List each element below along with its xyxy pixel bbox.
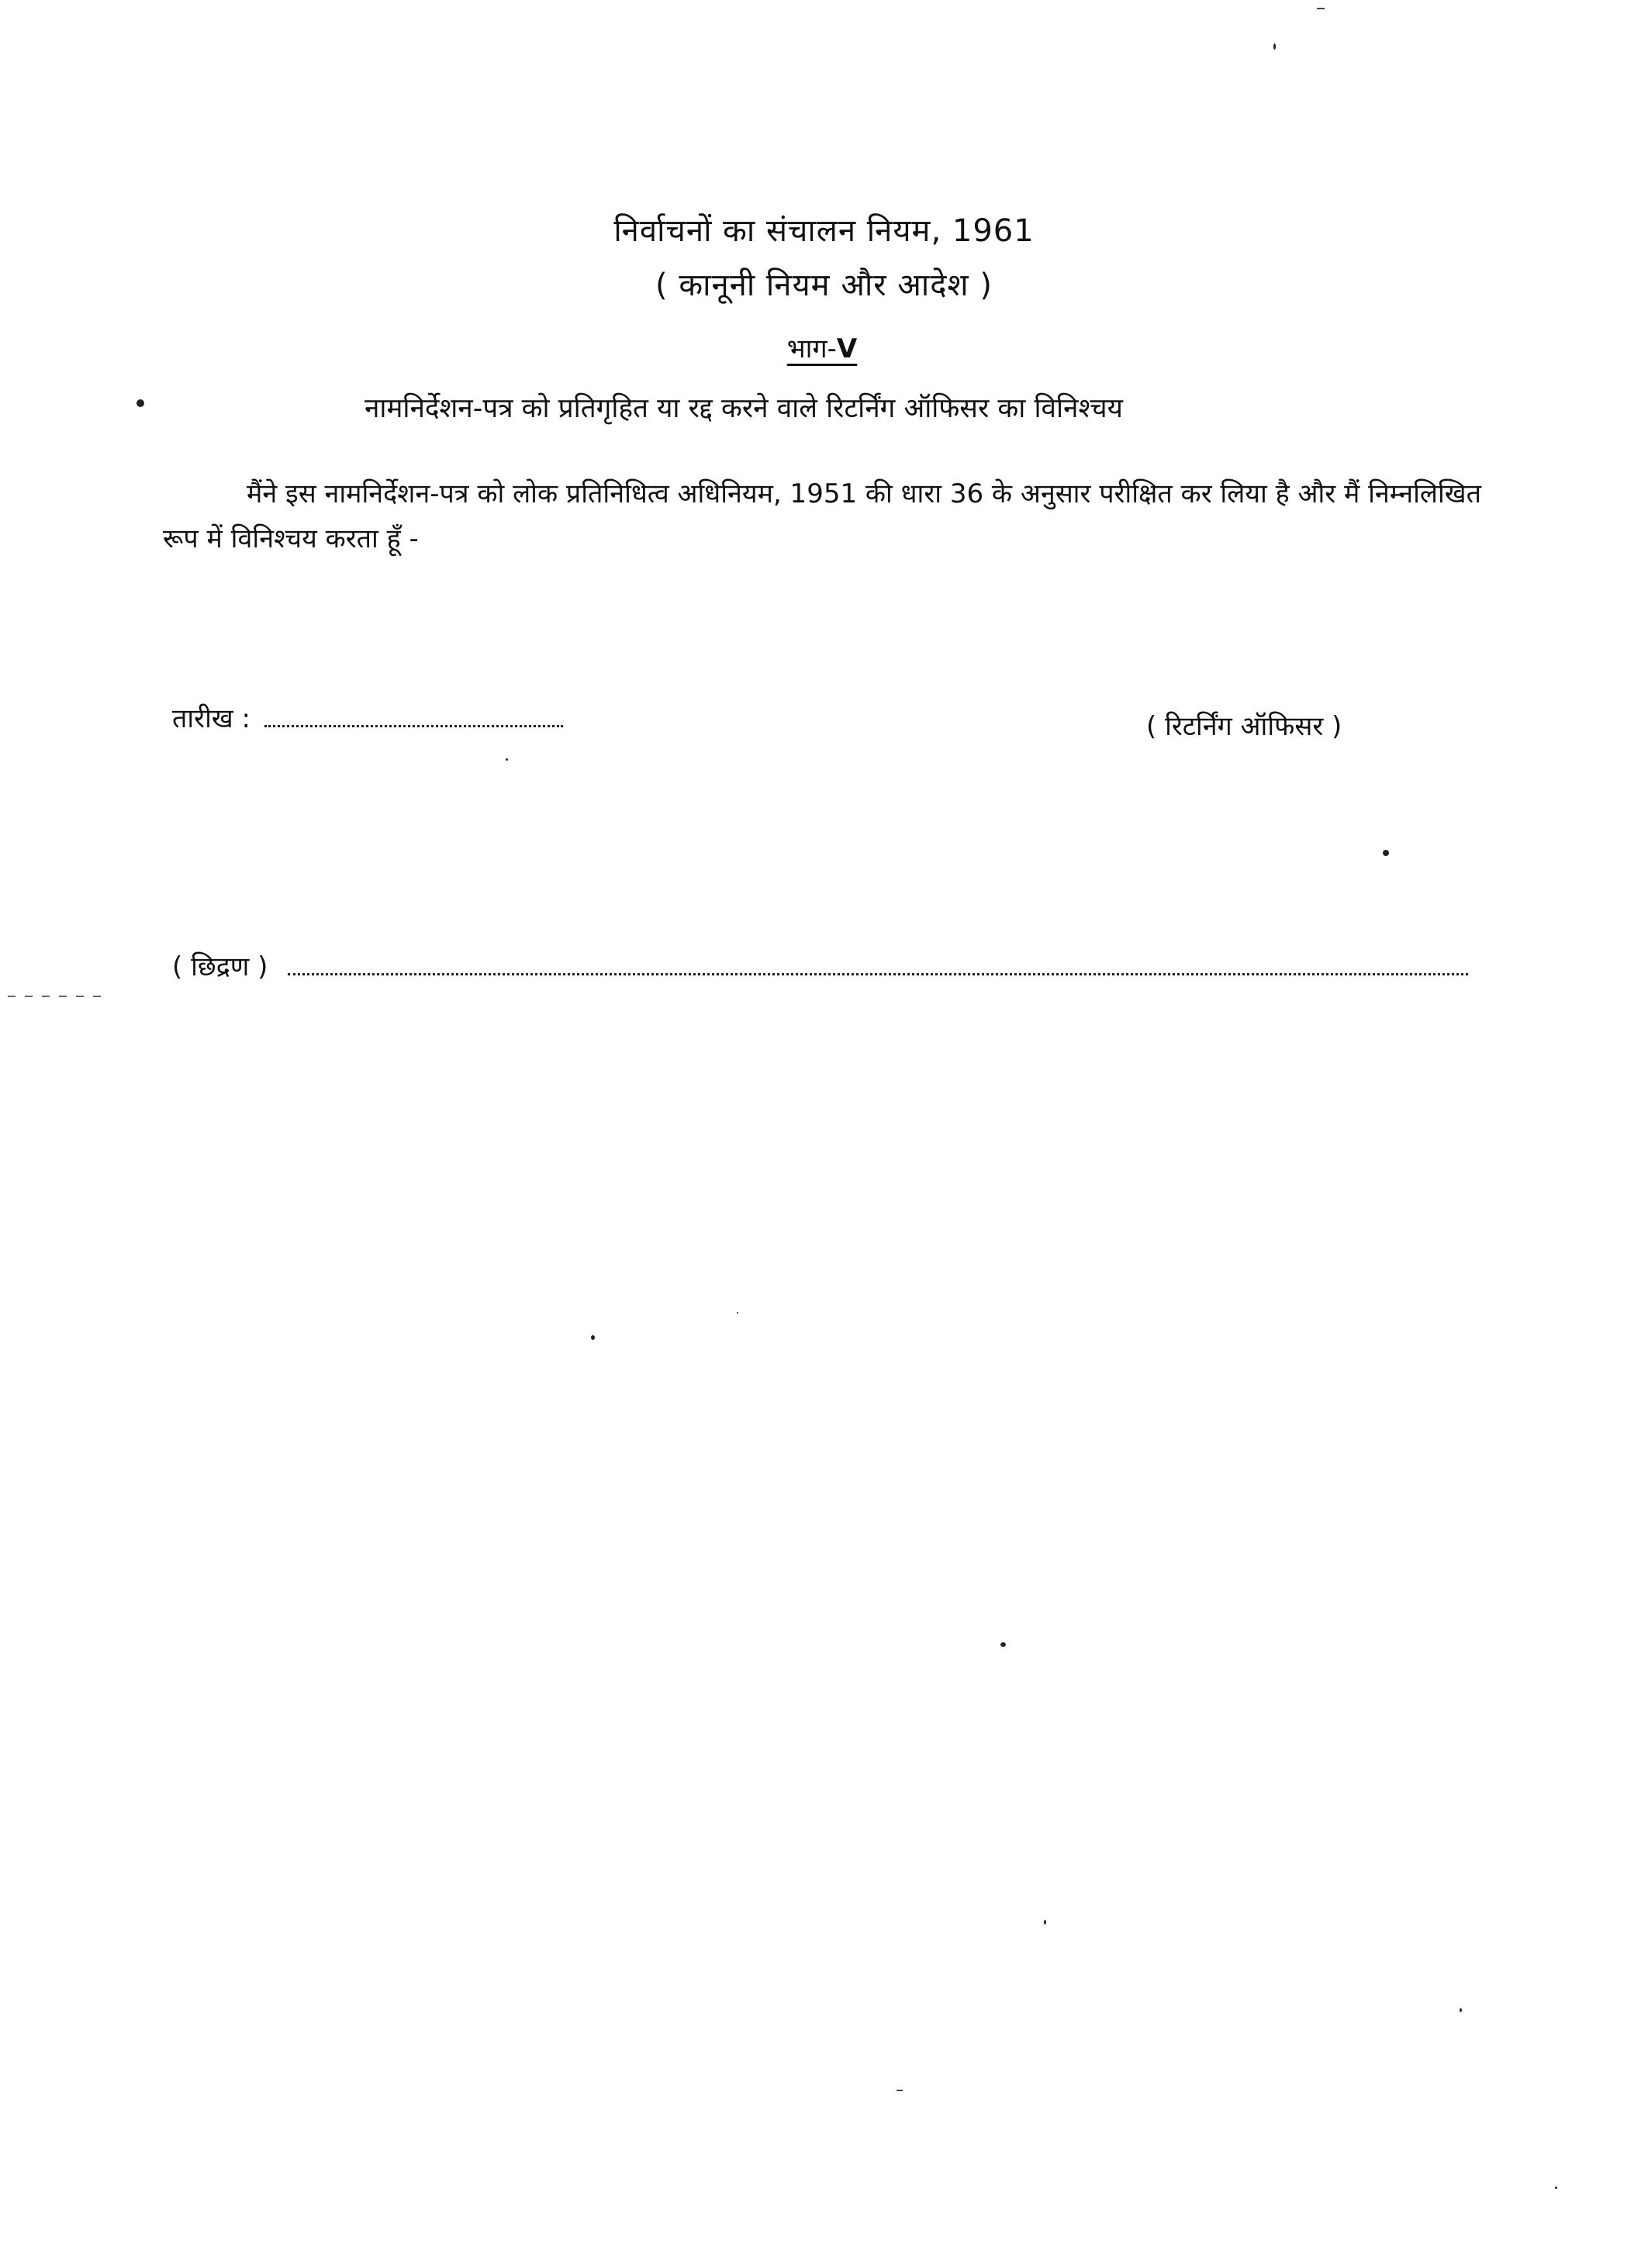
perforation-line	[172, 948, 1468, 983]
part-prefix: भाग-	[786, 333, 837, 364]
scan-speck	[737, 1312, 738, 1314]
scan-speck	[1555, 2187, 1557, 2189]
scan-speck	[591, 1335, 595, 1340]
scan-speck	[1273, 43, 1276, 50]
scan-speck	[1000, 1642, 1006, 1647]
date-label: तारीख :	[172, 703, 250, 734]
date-field	[172, 699, 563, 735]
decision-paragraph	[163, 471, 1497, 561]
date-blank[interactable]	[264, 705, 563, 727]
scan-dash	[8, 996, 101, 997]
part-heading	[745, 330, 900, 365]
section-heading: नामनिर्देशन-पत्र को प्रतिगृहित या रद्द करने वाले रिटर्निंग ऑफिसर का विनिश्चय	[364, 393, 1123, 424]
document-subtitle: ( कानूनी नियम और आदेश )	[655, 268, 993, 303]
scan-speck	[1460, 2008, 1462, 2012]
scan-dash	[897, 2090, 903, 2091]
scan-speck	[506, 758, 508, 761]
scan-speck	[1044, 1920, 1046, 1925]
part-number: V	[836, 333, 858, 364]
bullet-mark	[136, 399, 144, 407]
perforation-dots	[288, 953, 1468, 975]
perforation-label: ( छिद्रण )	[172, 951, 268, 982]
scan-dash	[1317, 8, 1325, 9]
scan-speck	[1383, 850, 1389, 856]
document-title: निर्वाचनों का संचालन नियम, 1961	[613, 213, 1035, 249]
decision-paragraph-text: मैंने इस नामनिर्देशन-पत्र को लोक प्रतिनिधित्व अधिनियम, 1951 की धारा 36 के अनुसार परीक्षित कर लिया है और मैं निम्नलिखित रूप में विनिश्चय करता हूँ -	[163, 478, 1481, 554]
returning-officer-signature: ( रिटर्निंग ऑफिसर )	[1146, 711, 1342, 742]
